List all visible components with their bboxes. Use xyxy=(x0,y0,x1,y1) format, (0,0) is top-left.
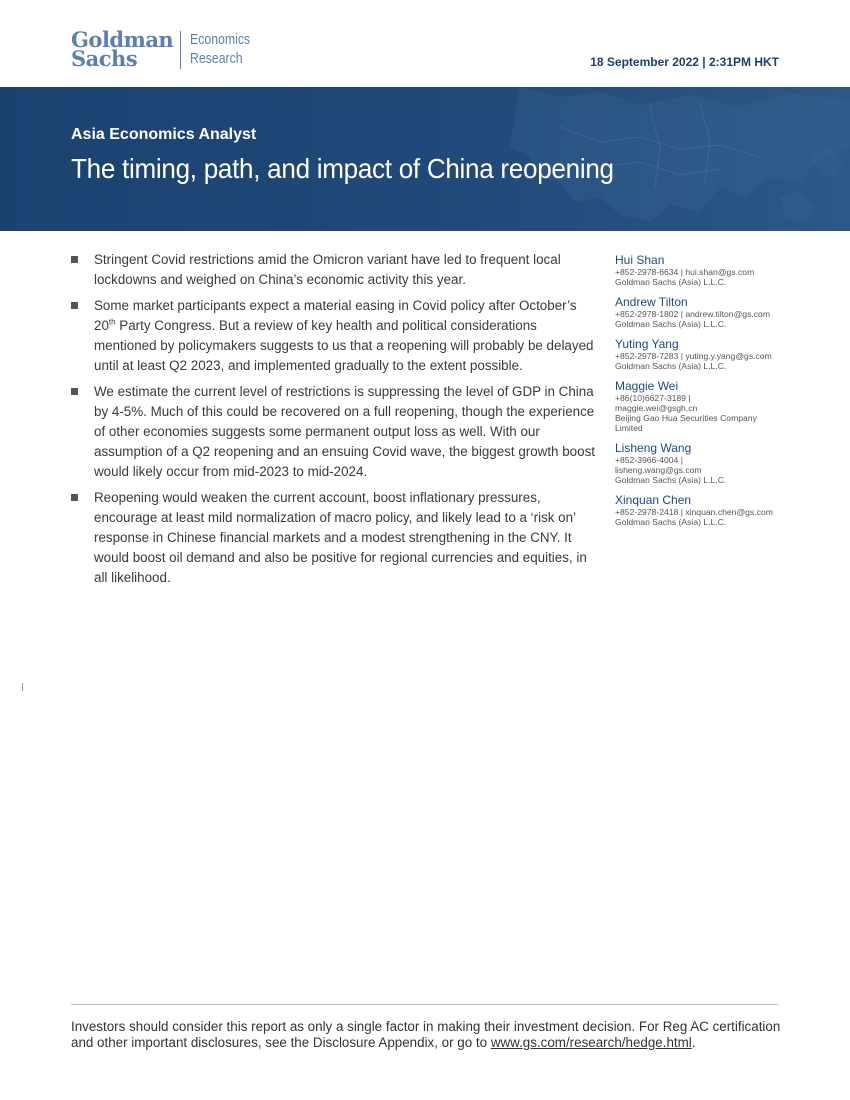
logo-line-sachs: Sachs xyxy=(71,46,138,71)
square-bullet-icon xyxy=(71,302,78,309)
key-points-list xyxy=(71,250,596,594)
author-contact[interactable]: +852-2978-7283 | yuting.y.yang@gs.com xyxy=(615,351,772,361)
division-line-economics: Economics xyxy=(190,31,251,48)
author-affiliation: Goldman Sachs (Asia) L.L.C. xyxy=(615,277,727,287)
author-xinquan-chen xyxy=(615,494,790,527)
footer-divider xyxy=(71,1004,778,1005)
author-name[interactable]: Lisheng Wang xyxy=(615,441,692,455)
author-contact[interactable]: +852-2978-1802 | andrew.tilton@gs.com xyxy=(615,309,770,319)
key-point-3 xyxy=(71,382,596,482)
margin-mark xyxy=(22,683,23,691)
author-phone: +852-3966-4004 | xyxy=(615,455,683,465)
key-point-text xyxy=(94,298,593,373)
author-affiliation-cont: Limited xyxy=(615,423,643,433)
author-andrew-tilton xyxy=(615,296,790,329)
author-list xyxy=(615,254,790,536)
author-name[interactable]: Xinquan Chen xyxy=(615,493,692,507)
author-phone: +86(10)6627-3189 | xyxy=(615,393,691,403)
author-affiliation: Goldman Sachs (Asia) L.L.C. xyxy=(615,319,727,329)
division-line-research: Research xyxy=(190,50,243,67)
author-affiliation: Goldman Sachs (Asia) L.L.C. xyxy=(615,475,727,485)
disclosure-text: Investors should consider this report as only a single factor in making their investment decision. For Reg AC certification and other important disclosures, see the Disclosure Appendix, or go to xyxy=(71,1019,781,1050)
title-banner xyxy=(0,87,850,231)
author-lisheng-wang xyxy=(615,442,790,485)
key-point-4 xyxy=(71,488,596,588)
series-name: Asia Economics Analyst xyxy=(71,126,257,143)
square-bullet-icon xyxy=(71,256,78,263)
square-bullet-icon xyxy=(71,494,78,501)
key-point-2 xyxy=(71,296,596,376)
disclosure-link[interactable]: www.gs.com/research/hedge.html xyxy=(490,1035,692,1050)
author-email[interactable]: lisheng.wang@gs.com xyxy=(615,465,702,475)
author-contact[interactable]: +852-2978-6634 | hui.shan@gs.com xyxy=(615,267,755,277)
author-email[interactable]: maggie.wei@gsgh.cn xyxy=(615,403,698,413)
logo-divider xyxy=(180,31,181,69)
ordinal-suffix: th xyxy=(108,317,116,327)
goldman-sachs-logo xyxy=(71,27,264,71)
author-affiliation: Beijing Gao Hua Securities Company xyxy=(615,413,757,423)
author-affiliation: Goldman Sachs (Asia) L.L.C. xyxy=(615,361,727,371)
logo-wordmark xyxy=(71,27,174,71)
logo-line-goldman: Goldman xyxy=(71,27,174,52)
author-maggie-wei xyxy=(615,380,790,433)
author-affiliation: Goldman Sachs (Asia) L.L.C. xyxy=(615,517,727,527)
publish-date: 18 September 2022 | 2:31PM HKT xyxy=(590,55,779,69)
author-yuting-yang xyxy=(615,338,790,371)
key-point-text-part: Some market participants expect a material easing in Covid policy after October’s 20 xyxy=(94,298,577,333)
disclosure-end: . xyxy=(691,1035,696,1050)
author-name[interactable]: Maggie Wei xyxy=(615,379,679,393)
division-name xyxy=(190,30,250,68)
author-contact[interactable]: +852-2978-2418 | xinquan.chen@gs.com xyxy=(615,507,773,517)
key-point-text: Reopening would weaken the current account, boost inflationary pressures, encourage at least mild normalization of macro policy, and likely lead to a ‘risk on’ response in Chinese financial markets and a modest strengthening in the CNY. It would boost oil demand and also be positive for regional currencies and equities, in all likelihood. xyxy=(94,490,587,585)
disclosure-footer xyxy=(71,1019,781,1051)
author-name[interactable]: Hui Shan xyxy=(615,253,665,267)
key-point-text-part: Party Congress. But a review of key health and political considerations mentioned by policymakers suggests to us that a reopening will probably be delayed until at least Q2 2023, and implemented gradually to the extent possible. xyxy=(94,318,594,373)
author-name[interactable]: Yuting Yang xyxy=(615,337,679,351)
key-point-1 xyxy=(71,250,596,290)
square-bullet-icon xyxy=(71,388,78,395)
key-point-text: Stringent Covid restrictions amid the Omicron variant have led to frequent local lockdowns and weighed on China’s economic activity this year. xyxy=(94,252,561,287)
report-title: The timing, path, and impact of China reopening xyxy=(71,153,614,184)
author-hui-shan xyxy=(615,254,790,287)
key-point-text: We estimate the current level of restrictions is suppressing the level of GDP in China by 4-5%. Much of this could be recovered on a full reopening, though the experience of other economies suggests some permanent output loss as well. With our assumption of a Q2 reopening and an ensuing Covid wave, the biggest growth boost would likely occur from mid-2023 to mid-2024. xyxy=(94,384,595,479)
author-name[interactable]: Andrew Tilton xyxy=(615,295,688,309)
